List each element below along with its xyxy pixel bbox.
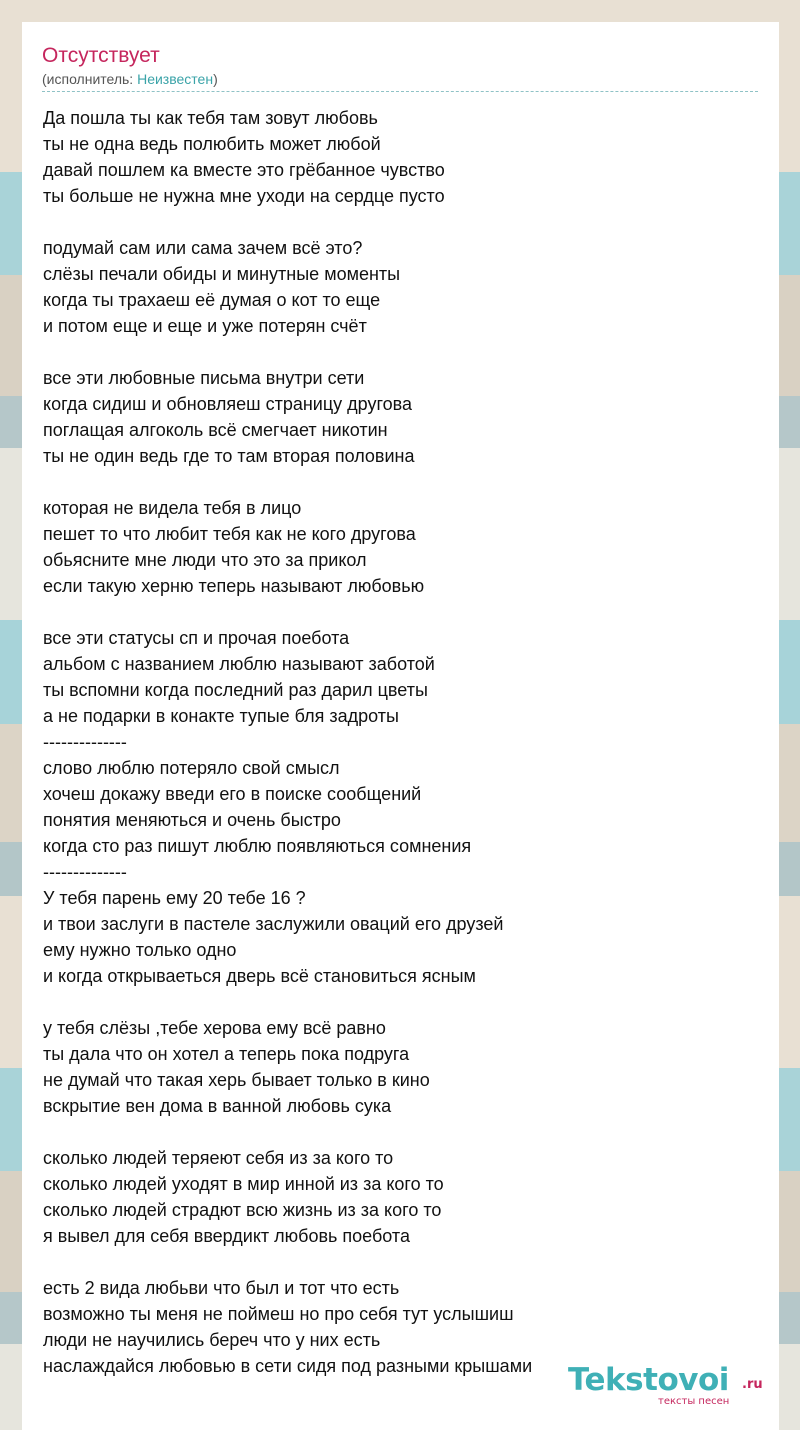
lyric-line: -------------- — [43, 732, 127, 752]
lyric-line: есть 2 вида любьви что был и тот что есть — [43, 1278, 400, 1298]
lyric-line: все эти любовные письма внутри сети — [43, 368, 365, 388]
lyric-line: возможно ты меня не поймеш но про себя тут услышиш — [43, 1304, 514, 1324]
lyric-line: понятия меняються и очень быстро — [43, 810, 341, 830]
lyric-line: у тебя слёзы ,тебе херова ему всё равно — [43, 1018, 386, 1038]
lyric-line: ты не один ведь где то там вторая половина — [43, 446, 415, 466]
lyric-line: когда ты трахаеш её думая о кот то еще — [43, 290, 381, 310]
lyric-line: У тебя парень ему 20 тебе 16 ? — [43, 888, 306, 908]
artist-link[interactable]: Неизвестен — [137, 71, 214, 87]
stanza-gap — [43, 1249, 773, 1275]
lyric-line: Да пошла ты как тебя там зовут любовь — [43, 108, 378, 128]
artist-suffix: ) — [213, 71, 218, 87]
lyric-line: я вывел для себя ввердикт любовь поебота — [43, 1226, 410, 1246]
lyric-line: и твои заслуги в пастеле заслужили оваций его друзей — [43, 914, 504, 934]
lyric-line: которая не видела тебя в лицо — [43, 498, 302, 518]
lyric-line: люди не научились береч что у них есть — [43, 1330, 381, 1350]
lyric-line: ты дала что он хотел а теперь пока подруга — [43, 1044, 410, 1064]
lyric-line: поглащая алгоколь всё смегчает никотин — [43, 420, 388, 440]
lyric-line: а не подарки в конакте тупые бля задроты — [43, 706, 399, 726]
lyric-line: пешет то что любит тебя как не кого другова — [43, 524, 416, 544]
lyric-line: если такую херню теперь называют любовью — [43, 576, 425, 596]
song-title: Отсутствует — [42, 44, 160, 67]
lyric-line: наслаждайся любовью в сети сидя под разными крышами — [43, 1356, 533, 1376]
lyric-line: слёзы печали обиды и минутные моменты — [43, 264, 401, 284]
lyric-line: все эти статусы сп и прочая поебота — [43, 628, 350, 648]
lyric-line: -------------- — [43, 862, 127, 882]
lyric-line: сколько людей страдют всю жизнь из за кого то — [43, 1200, 442, 1220]
lyric-line: сколько людей теряеют себя из за кого то — [43, 1148, 394, 1168]
stanza-gap — [43, 599, 773, 625]
artist-prefix: (исполнитель: — [42, 71, 138, 87]
lyric-line: ему нужно только одно — [43, 940, 237, 960]
logo-tagline: тексты песен — [658, 1396, 730, 1407]
stanza-gap — [43, 339, 773, 365]
stanza-gap — [43, 469, 773, 495]
song-header — [42, 42, 758, 92]
lyrics-card — [22, 22, 779, 1430]
lyric-line: ты больше не нужна мне уходи на сердце пусто — [43, 186, 445, 206]
lyric-line: не думай что такая херь бывает только в кино — [43, 1070, 430, 1090]
lyric-line: подумай сам или сама зачем всё это? — [43, 238, 363, 258]
header-divider — [42, 90, 758, 92]
lyric-line: обьясните мне люди что это за прикол — [43, 550, 367, 570]
stanza-gap — [43, 989, 773, 1015]
lyric-line: ты вспомни когда последний раз дарил цветы — [43, 680, 428, 700]
logo-wordmark: Tekstovoi — [568, 1362, 729, 1398]
song-artist-line — [42, 70, 758, 89]
logo-tld: .ru — [742, 1377, 763, 1392]
lyric-line: вскрытие вен дома в ванной любовь сука — [43, 1096, 392, 1116]
lyrics-text — [43, 105, 773, 1379]
stanza-gap — [43, 1119, 773, 1145]
lyric-line: когда сидиш и обновляеш страницу другова — [43, 394, 413, 414]
lyric-line: хочеш докажу введи его в поиске сообщений — [43, 784, 422, 804]
lyric-line: ты не одна ведь полюбить может любой — [43, 134, 381, 154]
site-logo[interactable] — [568, 1362, 773, 1412]
lyric-line: сколько людей уходят в мир инной из за кого то — [43, 1174, 444, 1194]
lyric-line: слово люблю потеряло свой смысл — [43, 758, 340, 778]
stanza-gap — [43, 209, 773, 235]
lyric-line: и потом еще и еще и уже потерян счёт — [43, 316, 367, 336]
lyric-line: когда сто раз пишут люблю появляються сомнения — [43, 836, 472, 856]
lyric-line: давай пошлем ка вместе это грёбанное чувство — [43, 160, 445, 180]
lyric-line: альбом с названием люблю называют заботой — [43, 654, 435, 674]
lyric-line: и когда открываеться дверь всё становиться ясным — [43, 966, 476, 986]
